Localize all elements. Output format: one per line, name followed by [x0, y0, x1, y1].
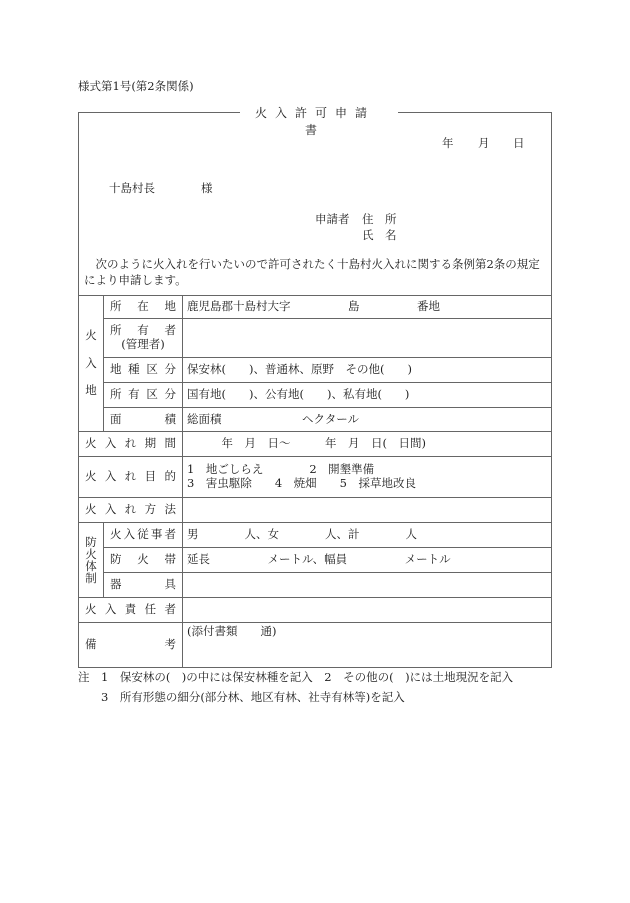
application-table	[78, 295, 552, 668]
note-line-1: 注 1 保安林の( )の中には保安林種を記入 2 その他の( )には土地現況を記入	[78, 670, 514, 684]
form-number: 様式第1号(第2条関係)	[78, 79, 194, 93]
owner-field[interactable]	[183, 319, 552, 358]
area-label: 面積	[104, 408, 183, 432]
responsible-field[interactable]	[183, 598, 552, 623]
ownership-label: 所有区分	[104, 383, 183, 408]
land-group-label: 火 入 地	[79, 296, 104, 432]
remarks-field[interactable]: (添付書類 通)	[183, 623, 552, 668]
land-type-field[interactable]: 保安林( )、普通林、原野 その他( )	[183, 358, 552, 383]
remarks-label: 備考	[79, 623, 183, 668]
firebreak-field[interactable]: 延長 メートル、幅員 メートル	[183, 548, 552, 573]
addressee-honorific: 様	[201, 181, 213, 195]
workers-field[interactable]: 男 人、女 人、計 人	[183, 523, 552, 548]
applicant-name-label: 氏 名	[362, 228, 397, 242]
land-type-label: 地種区分	[104, 358, 183, 383]
purpose-field[interactable]: 1 地ごしらえ 2 開墾準備 3 害虫駆除 4 焼畑 5 採草地改良	[183, 457, 552, 498]
area-field[interactable]: 総面積 ヘクタール	[183, 408, 552, 432]
addressee-name: 十島村長	[109, 181, 155, 195]
date-year: 年	[442, 136, 454, 150]
workers-label: 火入従事者	[104, 523, 183, 548]
location-label: 所在地	[104, 296, 183, 319]
applicant-address-label: 住 所	[362, 212, 397, 226]
period-label: 火入れ期間	[79, 432, 183, 457]
fire-prevention-group-label: 防 火 体 制	[79, 523, 104, 598]
location-field[interactable]: 鹿児島郡十島村大字 島 番地	[183, 296, 552, 319]
method-label: 火入れ方法	[79, 498, 183, 523]
responsible-label: 火入責任者	[79, 598, 183, 623]
intro-text: 次のように火入れを行いたいので許可されたく十島村火入れに関する条例第2条の規定 により申請します。	[84, 257, 540, 288]
owner-label: 所有者 (管理者)	[104, 319, 183, 358]
ownership-field[interactable]: 国有地( )、公有地( )、私有地( )	[183, 383, 552, 408]
equipment-field[interactable]	[183, 573, 552, 598]
document-title: 火入許可申請書	[254, 106, 375, 137]
applicant-label: 申請者	[315, 212, 350, 226]
note-line-2: 3 所有形態の細分(部分林、地区有林、社寺有林等)を記入	[78, 690, 405, 704]
method-field[interactable]	[183, 498, 552, 523]
date-day: 日	[513, 136, 525, 150]
period-field[interactable]: 年 月 日～ 年 月 日( 日間)	[183, 432, 552, 457]
purpose-label: 火入れ目的	[79, 457, 183, 498]
date-month: 月	[478, 136, 490, 150]
firebreak-label: 防火帯	[104, 548, 183, 573]
equipment-label: 器具	[104, 573, 183, 598]
